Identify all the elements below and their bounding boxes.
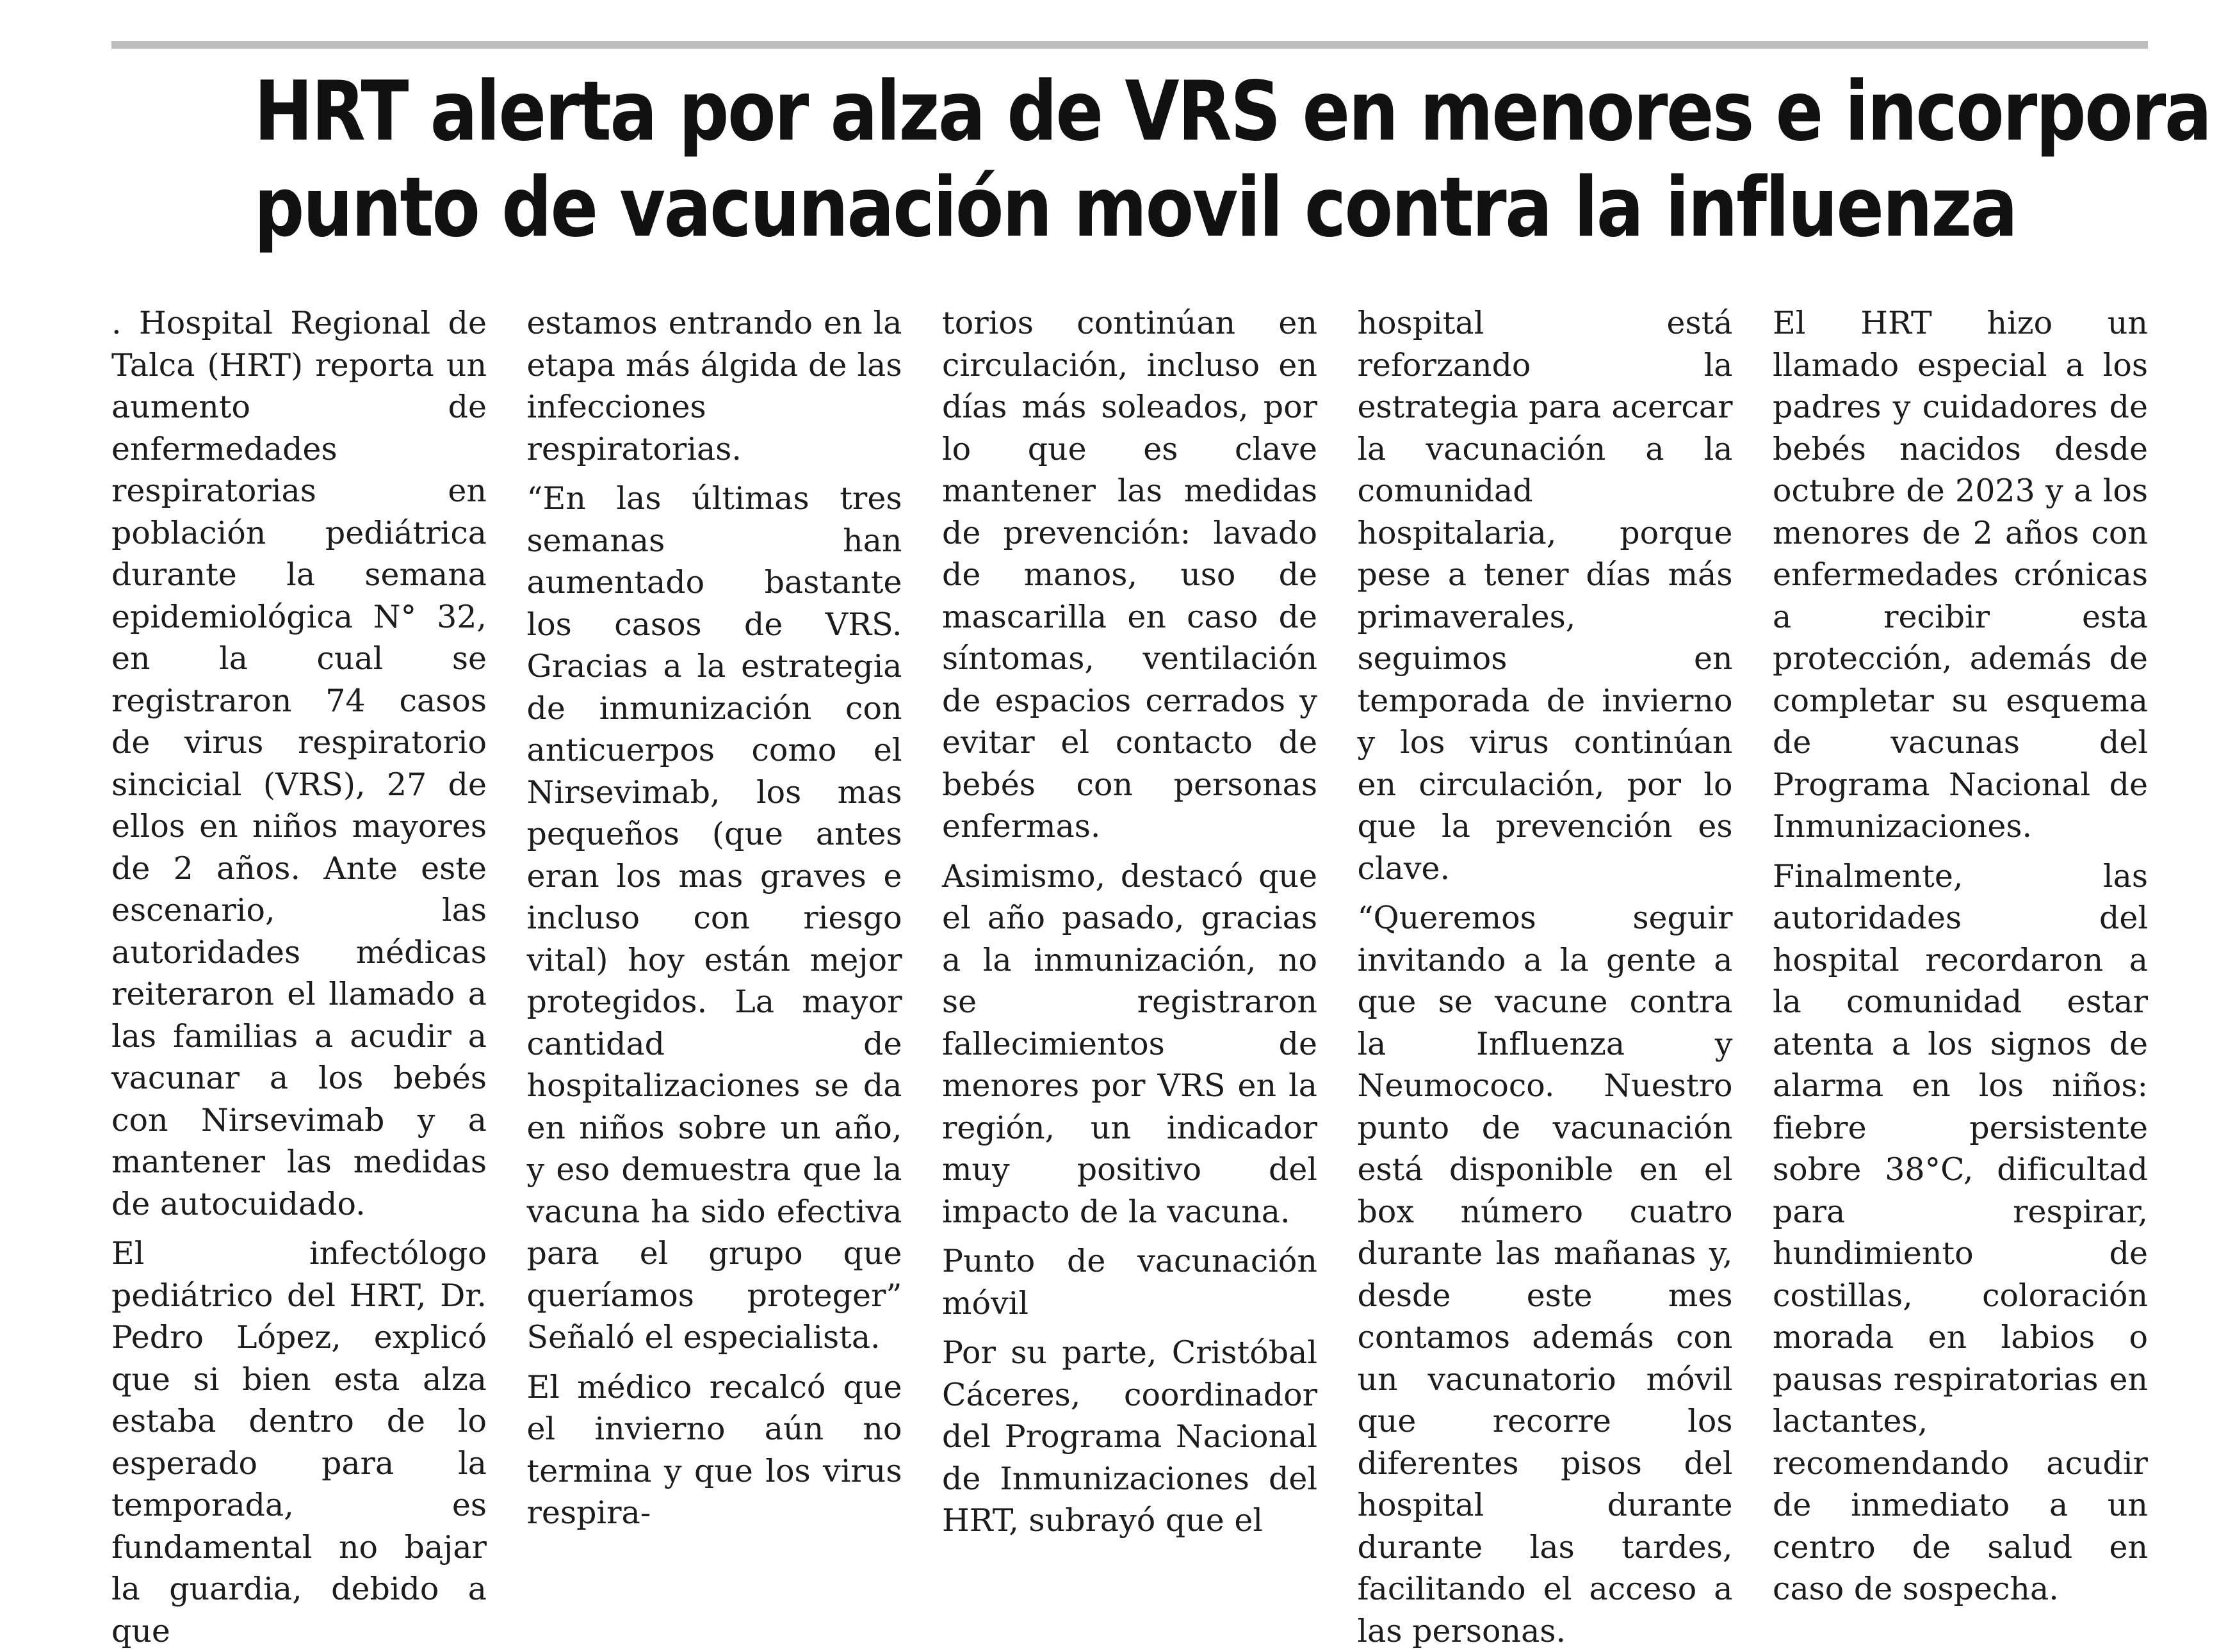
article-columns (111, 302, 2148, 1649)
paragraph: Finalmente, las autoridades del hospital recordaron a la comunidad estar atenta a los signos de alarma en los niños: fiebre persistente sobre 38°C, dificultad para respirar, hundimiento de costillas, coloración morada en labios o pausas respiratorias en lactantes, recomendando acudir de inmediato a un centro de salud en caso de sospecha. (1773, 857, 2148, 1607)
paragraph: Por su parte, Cristóbal Cáceres, coordinador del Programa Nacional de Inmunizaciones del HRT, subrayó que el (942, 1334, 1317, 1539)
paragraph: El médico recalcó que el invierno aún no termina y que los virus respira- (526, 1368, 902, 1531)
column-4 (1357, 302, 1733, 1649)
headline-line-2: punto de vacunación movil contra la influenza (254, 160, 2017, 255)
paragraph: Asimismo, destacó que el año pasado, gracias a la inmunización, no se registraron fallecimientos de menores por VRS en la región, un indicador muy positivo del impacto de la vacuna. (942, 857, 1317, 1230)
quote-paragraph: “En las últimas tres semanas han aumentado bastante los casos de VRS. Gracias a la estrategia de inmunización con anticuerpos como el Nirsevimab, los mas pequeños (que antes eran los mas graves e incluso con riesgo vital) hoy están mejor protegidos. La mayor cantidad de hospitalizaciones se da en niños sobre un año, y eso demuestra que la vacuna ha sido efectiva para el grupo que queríamos proteger” Señaló el especialista. (526, 480, 902, 1356)
paragraph: torios continúan en circulación, incluso en días más soleados, por lo que es clave mantener las medidas de prevención: lavado de manos, uso de mascarilla en caso de síntomas, ventilación de espacios cerrados y evitar el contacto de bebés con personas enfermas. (942, 305, 1317, 845)
column-1 (111, 302, 487, 1649)
paragraph: El HRT hizo un llamado especial a los padres y cuidadores de bebés nacidos desde octubre de 2023 y a los menores de 2 años con enfermedades crónicas a recibir esta protección, además de completar su esquema de vacunas del Programa Nacional de Inmunizaciones. (1773, 305, 2148, 845)
paragraph: . Hospital Regional de Talca (HRT) reporta un aumento de enfermedades respiratorias en población pediátrica durante la semana epidemiológica N° 32, en la cual se registraron 74 casos de virus respiratorio sincicial (VRS), 27 de ellos en niños mayores de 2 años. Ante este escenario, las autoridades médicas reiteraron el llamado a las familias a acudir a vacunar a los bebés con Nirsevimab y a mantener las medidas de autocuidado. (111, 305, 487, 1222)
headline (254, 64, 2211, 256)
top-rule (111, 41, 2148, 49)
column-2 (526, 302, 902, 1531)
paragraph: hospital está reforzando la estrategia para acercar la vacunación a la comunidad hospitalaria, porque pese a tener días más primaverales, seguimos en temporada de invierno y los virus continúan en circulación, por lo que la prevención es clave. (1357, 305, 1733, 887)
subheading: Punto de vacunación móvil (942, 1243, 1317, 1322)
headline-line-1: HRT alerta por alza de VRS en menores e incorpora (254, 64, 2211, 159)
quote-paragraph: “Queremos seguir invitando a la gente a que se vacune contra la Influenza y Neumococo. Nuestro punto de vacunación está disponible en el box número cuatro durante las mañanas y, desde este mes contamos además con un vacunatorio móvil que recorre los diferentes pisos del hospital durante durante las tardes, facilitando el acceso a las personas. (1357, 900, 1733, 1649)
column-3 (942, 302, 1317, 1539)
paragraph: estamos entrando en la etapa más álgida de las infecciones respiratorias. (526, 305, 902, 467)
column-5 (1773, 302, 2148, 1607)
paragraph: El infectólogo pediátrico del HRT, Dr. Pedro López, explicó que si bien esta alza estaba dentro de lo esperado para la temporada, es fundamental no bajar la guardia, debido a que (111, 1235, 487, 1649)
